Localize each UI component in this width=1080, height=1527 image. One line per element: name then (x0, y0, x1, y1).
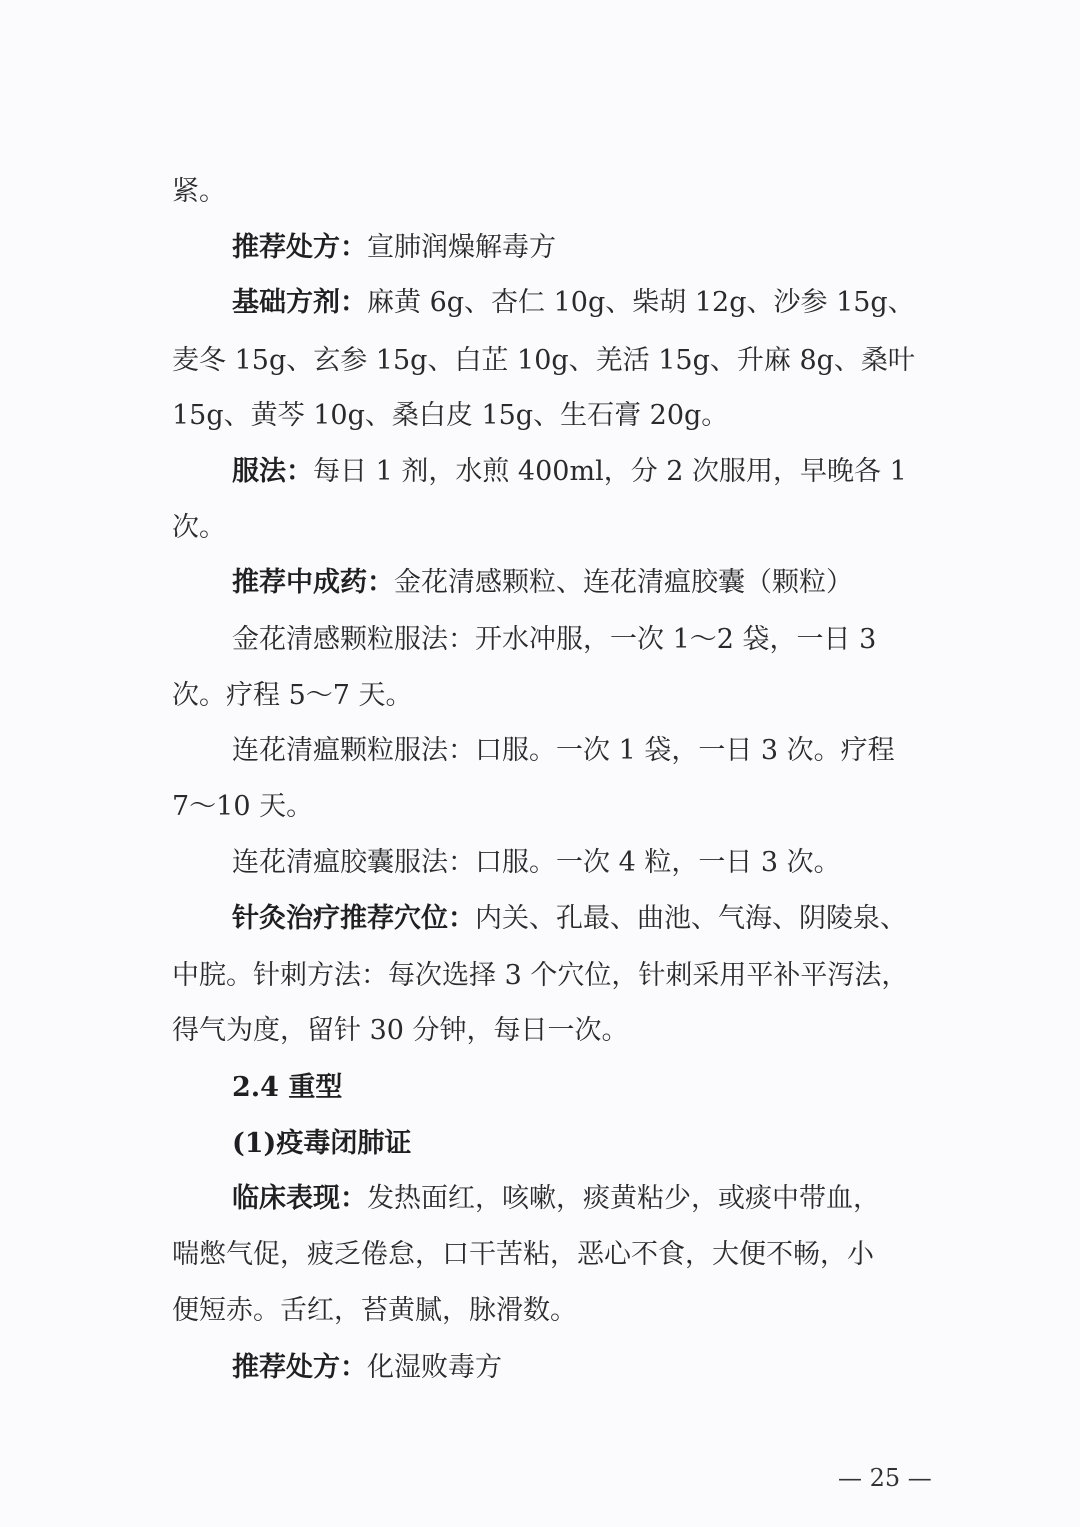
prescription-heading: 推荐处方：化湿败毒方 (232, 1352, 502, 1383)
label: 服法： (232, 456, 313, 487)
section-heading: 2.4 重型 (232, 1072, 343, 1103)
label: 推荐处方： (232, 232, 367, 263)
label: 针灸治疗推荐穴位： (232, 903, 475, 934)
text-line: 7～10 天。 (172, 791, 314, 822)
prescription-heading: 推荐处方：宣肺润燥解毒方 (232, 232, 556, 263)
clinical-line: 临床表现：发热面红，咳嗽，痰黄粘少，或痰中带血， (232, 1183, 880, 1214)
text-line: 连花清瘟颗粒服法：口服。一次 1 袋，一日 3 次。疗程 (232, 735, 895, 766)
acupuncture-line: 针灸治疗推荐穴位：内关、孔最、曲池、气海、阴陵泉、 (232, 903, 907, 934)
subsection-heading: (1)疫毒闭肺证 (232, 1128, 412, 1159)
usage-line: 服法：每日 1 剂，水煎 400ml，分 2 次服用，早晚各 1 (232, 456, 907, 487)
label: 基础方剂： (232, 287, 367, 318)
text-line: 得气为度，留针 30 分钟，每日一次。 (172, 1015, 629, 1046)
text-line: 金花清感颗粒服法：开水冲服，一次 1～2 袋，一日 3 (232, 624, 877, 655)
text-line: 便短赤。舌红，苔黄腻，脉滑数。 (172, 1295, 577, 1326)
text-line: 中脘。针刺方法：每次选择 3 个穴位，针刺采用平补平泻法， (172, 960, 909, 991)
text-line: 连花清瘟胶囊服法：口服。一次 4 粒，一日 3 次。 (232, 847, 841, 878)
text-line: 喘憋气促，疲乏倦怠，口干苦粘，恶心不食，大便不畅，小 (172, 1239, 874, 1270)
text-line: 紧。 (172, 176, 226, 207)
patent-medicine-line: 推荐中成药：金花清感颗粒、连花清瘟胶囊（颗粒） (232, 567, 853, 598)
text-line: 次。 (172, 512, 226, 543)
label: 临床表现： (232, 1183, 367, 1214)
text-line: 15g、黄芩 10g、桑白皮 15g、生石膏 20g。 (172, 400, 729, 431)
label: 推荐处方： (232, 1352, 367, 1383)
label: 推荐中成药： (232, 567, 394, 598)
text-line: 麦冬 15g、玄参 15g、白芷 10g、羌活 15g、升麻 8g、桑叶 (172, 345, 915, 376)
formula-line: 基础方剂：麻黄 6g、杏仁 10g、柴胡 12g、沙参 15g、 (232, 287, 915, 318)
page-number: — 25 — (838, 1464, 932, 1492)
text-line: 次。疗程 5～7 天。 (172, 680, 413, 711)
